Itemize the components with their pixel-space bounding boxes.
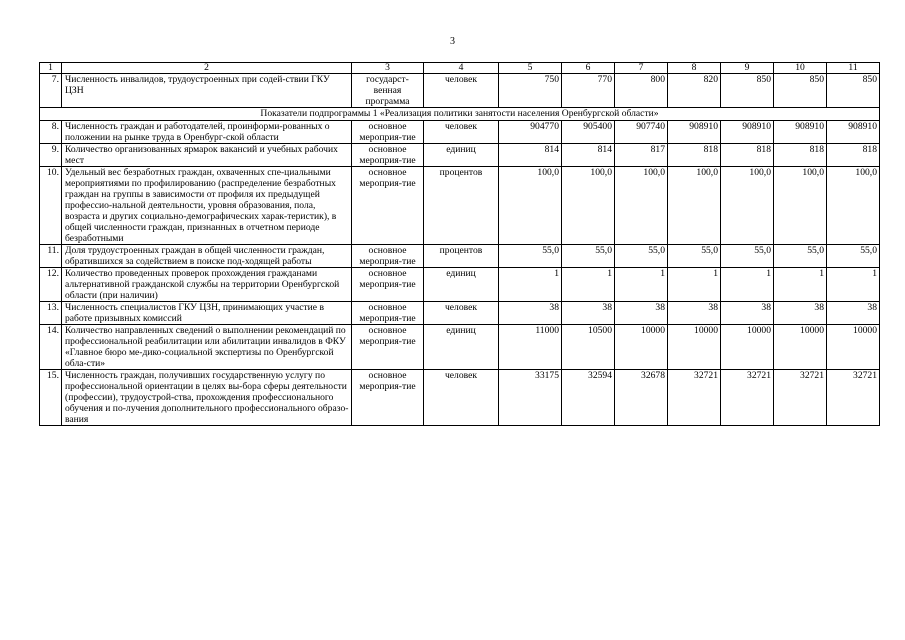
indicator-name: Количество направленных сведений о выполнении рекомендаций по профессиональной реабилитации или абилитации инвалидов в ФКУ «Главное бюро ме-дико-социальной экспертизы по Оренбургской обла-сти» <box>62 325 352 370</box>
row-number: 13. <box>40 302 62 325</box>
indicator-value: 55,0 <box>562 245 615 268</box>
indicator-value: 1 <box>721 268 774 302</box>
indicator-value: 818 <box>774 144 827 167</box>
indicator-value: 32594 <box>562 370 615 426</box>
row-number: 14. <box>40 325 62 370</box>
unit-of-measure: человек <box>424 74 499 108</box>
indicator-value: 32678 <box>615 370 668 426</box>
indicator-value: 55,0 <box>668 245 721 268</box>
indicator-value: 1 <box>499 268 562 302</box>
section-row <box>40 108 880 121</box>
indicator-value: 1 <box>774 268 827 302</box>
indicator-value: 1 <box>827 268 880 302</box>
row-number: 7. <box>40 74 62 108</box>
indicator-value: 850 <box>774 74 827 108</box>
column-number: 3 <box>352 63 424 74</box>
indicator-value: 38 <box>499 302 562 325</box>
table-row <box>40 370 880 426</box>
indicator-source: основное мероприя-тие <box>352 167 424 245</box>
column-number: 2 <box>62 63 352 74</box>
column-number: 10 <box>774 63 827 74</box>
indicator-value: 32721 <box>774 370 827 426</box>
indicator-value: 100,0 <box>668 167 721 245</box>
unit-of-measure: человек <box>424 302 499 325</box>
indicator-value: 100,0 <box>721 167 774 245</box>
row-number: 10. <box>40 167 62 245</box>
table-row <box>40 121 880 144</box>
table-row <box>40 74 880 108</box>
indicator-value: 32721 <box>827 370 880 426</box>
indicator-name: Численность специалистов ГКУ ЦЗН, принимающих участие в работе призывных комиссий <box>62 302 352 325</box>
table-body <box>40 63 880 426</box>
indicator-value: 32721 <box>721 370 774 426</box>
unit-of-measure: процентов <box>424 167 499 245</box>
indicator-value: 904770 <box>499 121 562 144</box>
unit-of-measure: человек <box>424 370 499 426</box>
indicators-table <box>39 62 880 426</box>
table-row <box>40 268 880 302</box>
indicator-value: 1 <box>562 268 615 302</box>
indicator-value: 908910 <box>668 121 721 144</box>
indicator-value: 907740 <box>615 121 668 144</box>
indicator-value: 100,0 <box>827 167 880 245</box>
indicator-value: 10000 <box>668 325 721 370</box>
table-row <box>40 302 880 325</box>
row-number: 8. <box>40 121 62 144</box>
indicator-value: 100,0 <box>499 167 562 245</box>
table-row <box>40 245 880 268</box>
indicator-name: Количество организованных ярмарок вакансий и учебных рабочих мест <box>62 144 352 167</box>
indicator-value: 908910 <box>774 121 827 144</box>
indicator-source: основное мероприя-тие <box>352 121 424 144</box>
indicator-name: Доля трудоустроенных граждан в общей численности граждан, обратившихся за содействием в поиске под-ходящей работы <box>62 245 352 268</box>
indicator-value: 33175 <box>499 370 562 426</box>
indicator-value: 38 <box>668 302 721 325</box>
indicator-value: 10500 <box>562 325 615 370</box>
column-number: 6 <box>562 63 615 74</box>
indicator-value: 10000 <box>721 325 774 370</box>
indicator-name: Количество проведенных проверок прохождения гражданами альтернативной гражданской службы на территории Оренбургской области (при наличии) <box>62 268 352 302</box>
unit-of-measure: единиц <box>424 325 499 370</box>
page-number: 3 <box>450 36 455 47</box>
unit-of-measure: человек <box>424 121 499 144</box>
column-number: 1 <box>40 63 62 74</box>
unit-of-measure: единиц <box>424 268 499 302</box>
indicator-value: 750 <box>499 74 562 108</box>
indicator-value: 1 <box>668 268 721 302</box>
indicator-value: 10000 <box>774 325 827 370</box>
indicator-value: 905400 <box>562 121 615 144</box>
indicator-value: 38 <box>827 302 880 325</box>
table-row <box>40 144 880 167</box>
indicator-value: 800 <box>615 74 668 108</box>
row-number: 9. <box>40 144 62 167</box>
column-number: 5 <box>499 63 562 74</box>
indicator-value: 55,0 <box>827 245 880 268</box>
indicator-value: 55,0 <box>721 245 774 268</box>
indicator-value: 100,0 <box>562 167 615 245</box>
indicator-value: 770 <box>562 74 615 108</box>
indicator-value: 38 <box>721 302 774 325</box>
column-number-row <box>40 63 880 74</box>
indicator-value: 10000 <box>615 325 668 370</box>
indicator-value: 850 <box>827 74 880 108</box>
indicator-name: Численность инвалидов, трудоустроенных при содей-ствии ГКУ ЦЗН <box>62 74 352 108</box>
indicator-value: 38 <box>615 302 668 325</box>
table-row <box>40 167 880 245</box>
indicator-source: основное мероприя-тие <box>352 245 424 268</box>
row-number: 15. <box>40 370 62 426</box>
column-number: 4 <box>424 63 499 74</box>
column-number: 8 <box>668 63 721 74</box>
table-row <box>40 325 880 370</box>
indicator-value: 55,0 <box>774 245 827 268</box>
column-number: 9 <box>721 63 774 74</box>
indicator-value: 814 <box>562 144 615 167</box>
unit-of-measure: единиц <box>424 144 499 167</box>
indicator-source: основное мероприя-тие <box>352 325 424 370</box>
indicator-name: Численность граждан, получивших государственную услугу по профессиональной ориентации в целях вы-бора сферы деятельности (профессии), трудоустрой-ства, прохождения профессионального обучения и по-лучения дополнительного профессионального образо-вания <box>62 370 352 426</box>
column-number: 7 <box>615 63 668 74</box>
indicator-value: 38 <box>562 302 615 325</box>
indicator-value: 55,0 <box>499 245 562 268</box>
indicator-value: 32721 <box>668 370 721 426</box>
indicator-value: 1 <box>615 268 668 302</box>
indicator-source: основное мероприя-тие <box>352 370 424 426</box>
indicator-name: Удельный вес безработных граждан, охваченных спе-циальными мероприятиями по профилированию (распределение безработных граждан на группы в зависимости от профиля их предыдущей профессио-нальной деятельности, уровня образования, пола, возраста и других социально-демографических харак-теристик), в общей численности граждан, признанных в отчетном периоде безработными <box>62 167 352 245</box>
indicator-value: 818 <box>827 144 880 167</box>
indicator-source: основное мероприя-тие <box>352 302 424 325</box>
indicator-value: 850 <box>721 74 774 108</box>
indicator-value: 818 <box>721 144 774 167</box>
indicator-value: 38 <box>774 302 827 325</box>
indicator-source: основное мероприя-тие <box>352 144 424 167</box>
indicator-name: Численность граждан и работодателей, проинформи-рованных о положении на рынке труда в Оренбург-ской области <box>62 121 352 144</box>
indicator-value: 10000 <box>827 325 880 370</box>
indicator-source: основное мероприя-тие <box>352 268 424 302</box>
indicator-value: 817 <box>615 144 668 167</box>
indicator-value: 818 <box>668 144 721 167</box>
indicator-value: 55,0 <box>615 245 668 268</box>
row-number: 11. <box>40 245 62 268</box>
indicator-value: 11000 <box>499 325 562 370</box>
indicator-value: 908910 <box>721 121 774 144</box>
row-number: 12. <box>40 268 62 302</box>
indicator-value: 908910 <box>827 121 880 144</box>
indicator-value: 100,0 <box>774 167 827 245</box>
indicator-value: 820 <box>668 74 721 108</box>
column-number: 11 <box>827 63 880 74</box>
indicator-value: 814 <box>499 144 562 167</box>
section-title: Показатели подпрограммы 1 «Реализация политики занятости населения Оренбургской области» <box>40 108 880 121</box>
unit-of-measure: процентов <box>424 245 499 268</box>
indicator-source: государст-венная программа <box>352 74 424 108</box>
indicator-value: 100,0 <box>615 167 668 245</box>
